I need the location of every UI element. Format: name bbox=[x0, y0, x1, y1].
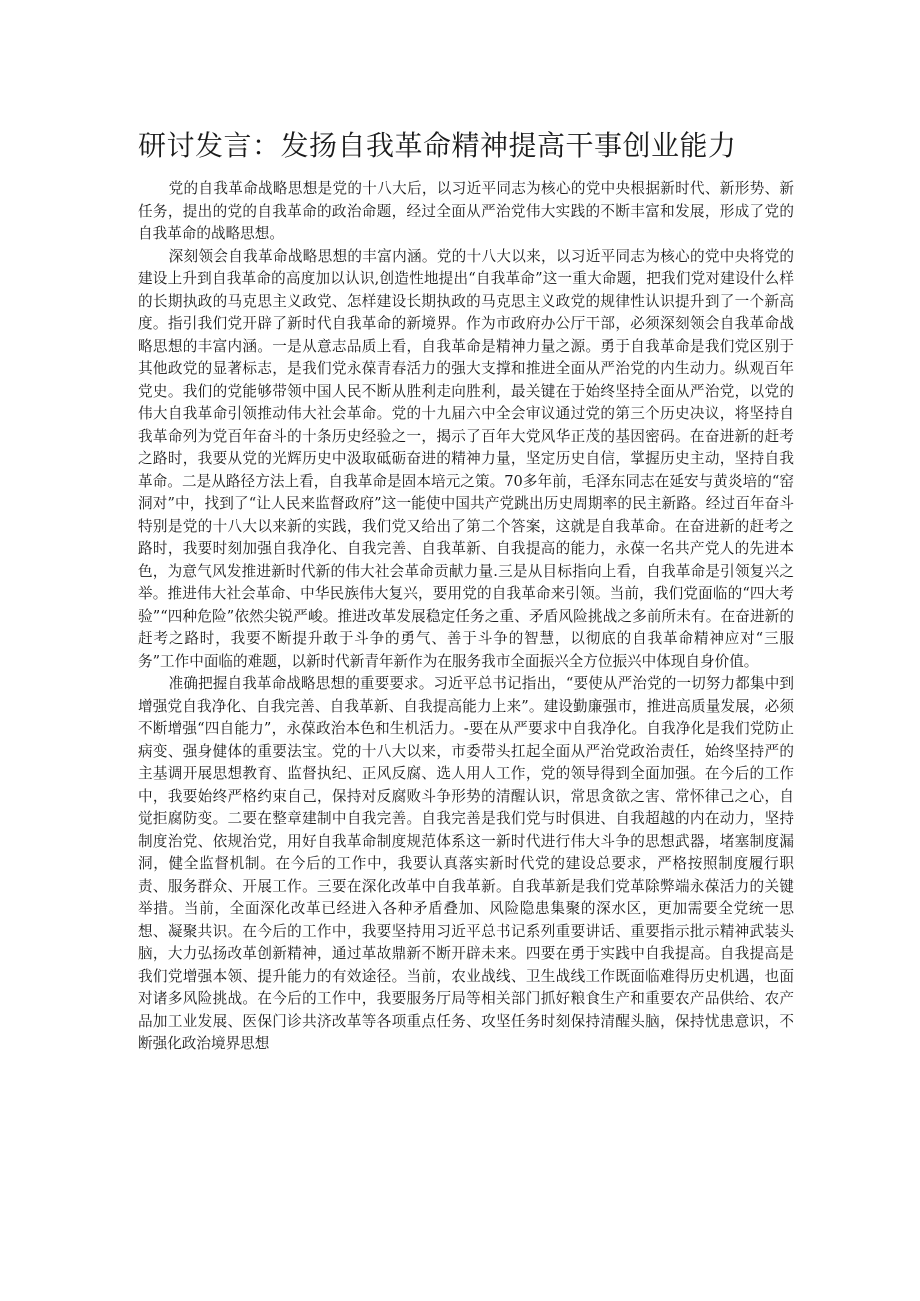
document-paragraph-2: 深刻领会自我革命战略思想的丰富内涵。党的十八大以来，以习近平同志为核心的党中央将党的建设上升到自我革命的高度加以认识,创造性地提出“自我革命”这一重大命题，把我们党对建设什么样的长期执政的马克思主义政党、怎样建设长期执政的马克思主义政党的规律性认识提升到了一个新高度。指引我们党开辟了新时代自我革命的新境界。作为市政府办公厅干部，必须深刻领会自我革命战略思想的丰富内涵。一是从意志品质上看，自我革命是精神力量之源。勇于自我革命是我们党区别于其他政党的显著标志，是我们党永葆青春活力的强大支撑和推进全面从严治党的内生动力。纵观百年党史。我们的党能够带领中国人民不断从胜利走向胜利，最关键在于始终坚持全面从严治党，以党的伟大自我革命引领推动伟大社会革命。党的十九届六中全会审议通过党的第三个历史决议，将坚持自我革命列为党百年奋斗的十条历史经验之一，揭示了百年大党风华正茂的基因密码。在奋进新的赶考之路时，我要从党的光辉历史中汲取砥砺奋进的精神力量，坚定历史自信，掌握历史主动，坚持自我革命。二是从路径方法上看，自我革命是固本培元之策。70多年前，毛泽东同志在延安与黄炎培的“窑洞对”中，找到了“让人民来监督政府”这一能使中国共产党跳出历史周期率的民主新路。经过百年奋斗特别是党的十八大以来新的实践，我们党又给出了第二个答案，这就是自我革命。在奋进新的赶考之路时，我要时刻加强自我净化、自我完善、自我革新、自我提高的能力，永葆一名共产党人的先进本色，为意气风发推进新时代新的伟大社会革命贡献力量.三是从目标指向上看，自我革命是引领复兴之举。推进伟大社会革命、中华民族伟大复兴，要用党的自我革命来引领。当前，我们党面临的“四大考验”“四种危险”依然尖锐严峻。推进改革发展稳定任务之重、矛盾风险挑战之多前所未有。在奋进新的赶考之路时，我要不断提升敢于斗争的勇气、善于斗争的智慧，以彻底的自我革命精神应对“三服务”工作中面临的难题，以新时代新青年新作为在服务我市全面振兴全方位振兴中体现自身价值。 bbox=[138, 247, 794, 670]
document-paragraph-3: 准确把握自我革命战略思想的重要要求。习近平总书记指出，“要使从严治党的一切努力都集中到增强党自我净化、自我完善、自我革新、自我提高能力上来”。建设勤廉强市，推进高质量发展，必须不断增强“四自能力”，永葆政治本色和生机活力。-要在从严要求中自我净化。自我净化是我们党防止病变、强身健体的重要法宝。党的十八大以来，市委带头扛起全面从严治党政治责任，始终坚持严的主基调开展思想教育、监督执纪、正风反腐、选人用人工作，党的领导得到全面加强。在今后的工作中，我要始终严格约束自己，保持对反腐败斗争形势的清醒认识，常思贪欲之害、常怀律己之心，自觉拒腐防变。二要在整章建制中自我完善。自我完善是我们党与时俱进、自我超越的内在动力，坚持制度治党、依规治党，用好自我革命制度规范体系这一新时代进行伟大斗争的思想武器，堵塞制度漏洞，健全监督机制。在今后的工作中，我要认真落实新时代党的建设总要求，严格按照制度履行职责、服务群众、开展工作。三要在深化改革中自我革新。自我革新是我们党革除弊端永葆活力的关键举措。当前，全面深化改革已经进入各种矛盾叠加、风险隐患集聚的深水区，更加需要全党统一思想、凝聚共识。在今后的工作中，我要坚持用习近平总书记系列重要讲话、重要指示批示精神武装头脑，大力弘扬改革创新精神，通过革故鼎新不断开辟未来。四要在勇于实践中自我提高。自我提高是我们党增强本领、提升能力的有效途径。当前，农业战线、卫生战线工作既面临难得历史机遇，也面对诸多风险挑战。在今后的工作中，我要服务厅局等相关部门抓好粮食生产和重要农产品供给、农产品加工业发展、医保门诊共济改革等各项重点任务、攻坚任务时刻保持清醒头脑，保持忧患意识，不断强化政治境界思想 bbox=[138, 675, 794, 1052]
document-page bbox=[138, 128, 794, 1056]
document-title: 研讨发言：发扬自我革命精神提高干事创业能力 bbox=[138, 129, 737, 162]
document-paragraph-1: 党的自我革命战略思想是党的十八大后，以习近平同志为核心的党中央根据新时代、新形势、新任务，提出的党的自我革命的政治命题，经过全面从严治党伟大实践的不断丰富和发展，形成了党的自我革命的战略思想。 bbox=[138, 180, 794, 242]
